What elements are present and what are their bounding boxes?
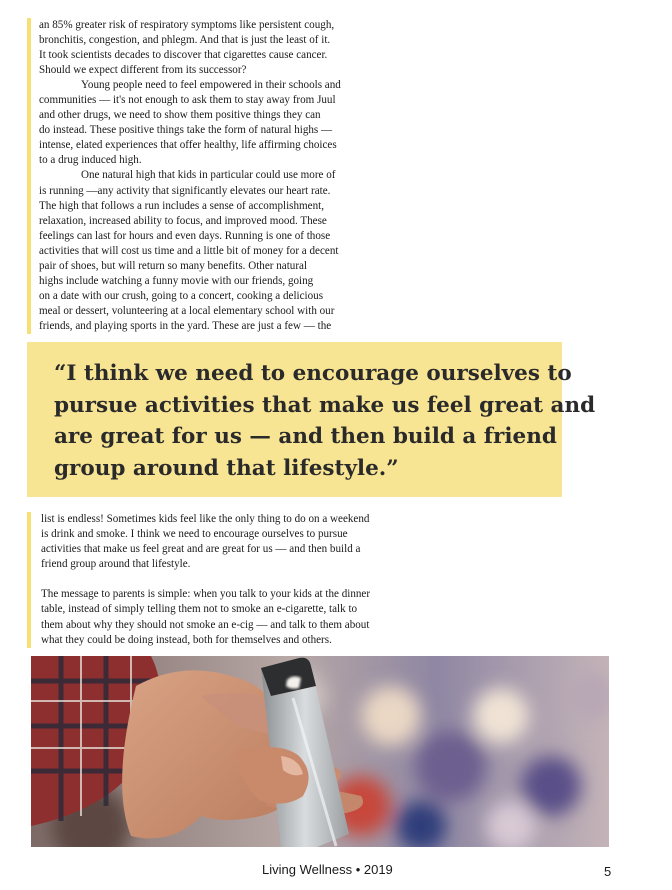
- text-line: friends, and playing sports in the yard. These are just a few — the: [39, 319, 332, 332]
- text-line: The message to parents is simple: when you talk to your kids at the dinner: [41, 588, 371, 601]
- text-line: what they could be doing instead, both for themselves and others.: [41, 633, 332, 646]
- text-line: Should we expect different from its successor?: [39, 64, 247, 77]
- text-line: The high that follows a run includes a sense of accomplishment,: [39, 199, 324, 212]
- pull-quote-line: group around that lifestyle.”: [54, 455, 399, 481]
- text-line: table, instead of simply telling them not to smoke an e-cigarette, talk to: [41, 603, 358, 616]
- page-number: 5: [604, 864, 612, 879]
- publication-name: Living Wellness • 2019: [262, 862, 393, 877]
- text-line: feelings can last for hours and even days. Running is one of those: [39, 229, 331, 242]
- text-line: and other drugs, we need to show them positive things they can: [39, 109, 321, 122]
- text-line: an 85% greater risk of respiratory symptoms like persistent cough,: [39, 19, 335, 31]
- article-column-1: [27, 18, 391, 334]
- text-line: meal or dessert, volunteering at a local elementary school with our: [39, 304, 335, 317]
- text-line: activities that will cost us time and a little bit of money for a decent: [39, 244, 339, 257]
- e-cigarette-photo: [31, 656, 609, 847]
- text-line: It took scientists decades to discover that cigarettes cause cancer.: [39, 49, 328, 62]
- text-line: highs include watching a funny movie with our friends, going: [39, 274, 314, 287]
- text-line: is drink and smoke. I think we need to encourage ourselves to pursue: [41, 528, 348, 541]
- pull-quote-line: “I think we need to encourage ourselves to: [54, 361, 572, 386]
- text-line: One natural high that kids in particular could use more of: [81, 169, 336, 182]
- text-line: Young people need to feel empowered in their schools and: [81, 79, 341, 92]
- page-footer: [0, 862, 672, 882]
- text-line: do instead. These positive things take the form of natural highs —: [39, 124, 333, 137]
- text-line: is running —any activity that significantly elevates our heart rate.: [39, 184, 331, 197]
- text-line: activities that make us feel great and are great for us — and then build a: [41, 543, 361, 556]
- text-line: list is endless! Sometimes kids feel like the only thing to do on a weekend: [41, 513, 370, 525]
- text-line: intense, elated experiences that offer healthy, life affirming choices: [39, 139, 337, 152]
- pull-quote: [54, 358, 596, 484]
- text-line: communities — it's not enough to ask them to stay away from Juul: [39, 94, 336, 107]
- text-line: on a date with our crush, going to a concert, cooking a delicious: [39, 289, 324, 302]
- paragraph-gap: [41, 572, 441, 587]
- photo-illustration: [31, 656, 609, 847]
- article-column-2: [27, 512, 441, 648]
- text-line: to a drug induced high.: [39, 154, 142, 167]
- text-line: relaxation, increased ability to focus, and improved mood. These: [39, 214, 327, 227]
- text-line: bronchitis, congestion, and phlegm. And that is just the least of it.: [39, 34, 331, 47]
- pull-quote-line: are great for us — and then build a friend: [54, 424, 557, 450]
- pull-quote-line: pursue activities that make us feel great and: [54, 392, 596, 418]
- text-line: friend group around that lifestyle.: [41, 558, 191, 571]
- text-line: pair of shoes, but will return so many benefits. Other natural: [39, 259, 308, 272]
- text-line: them about why they should not smoke an e-cig — and talk to them about: [41, 618, 370, 631]
- pull-quote-box: [27, 342, 596, 497]
